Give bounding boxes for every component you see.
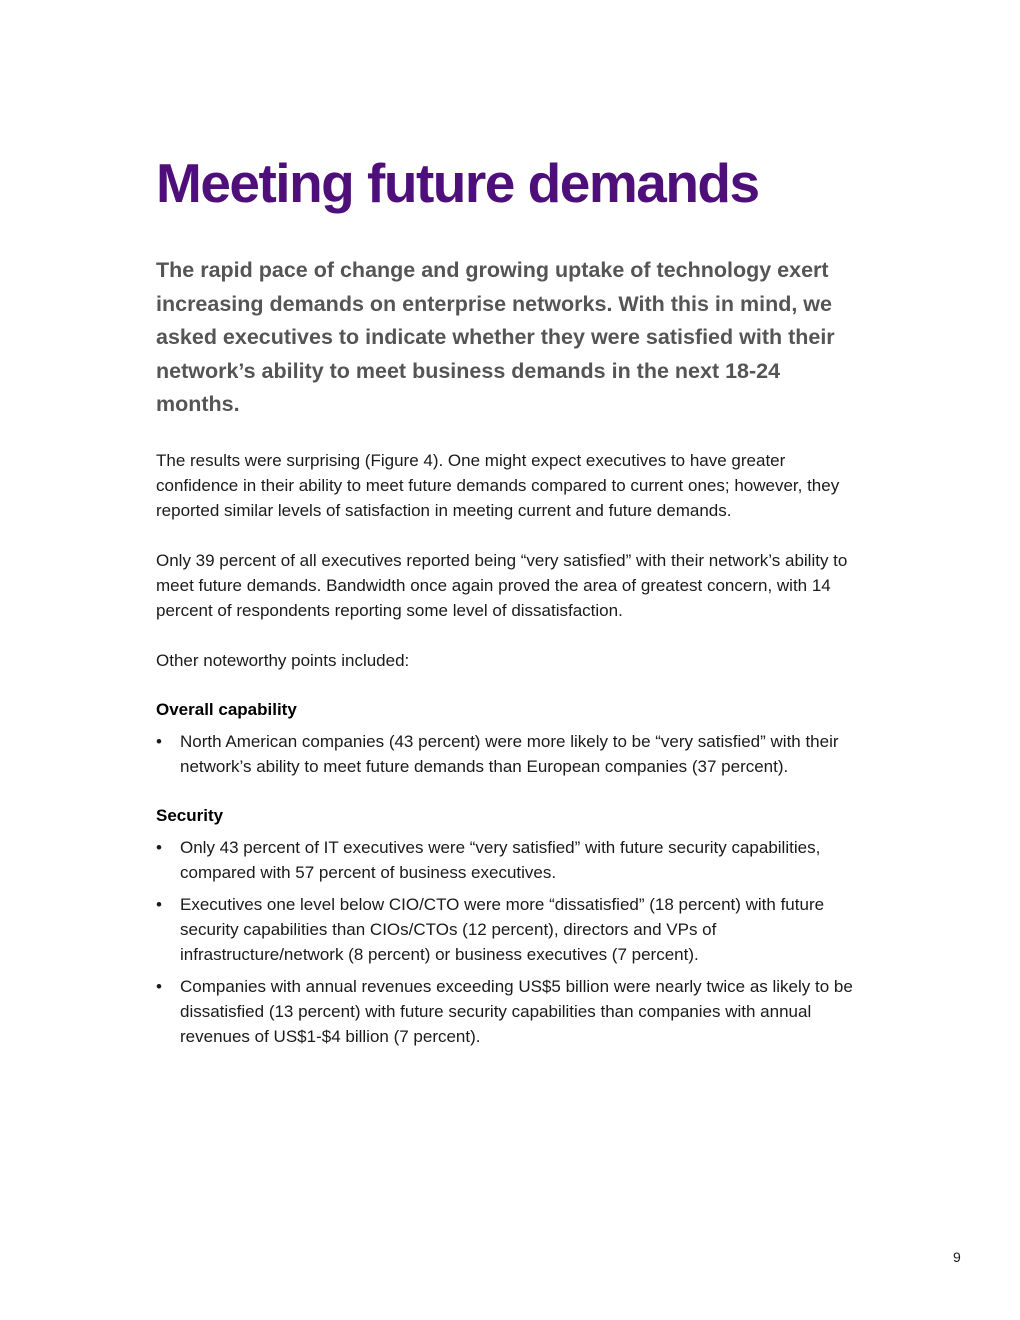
bullet-marker: • xyxy=(156,837,162,857)
section-heading-security: Security xyxy=(156,805,224,825)
page-content xyxy=(156,150,866,1056)
list-item-text: Companies with annual revenues exceeding US$5 billion were nearly twice as likely to be dissatisfied (13 percent) with future security capabilities than companies with annual revenues of US$1-$4 billion (7 percent). xyxy=(180,976,853,1046)
list-item xyxy=(156,729,866,779)
body-paragraph-noteworthy: Other noteworthy points included: xyxy=(156,650,410,670)
bullet-marker: • xyxy=(156,976,162,996)
lead-paragraph: The rapid pace of change and growing uptake of technology exert increasing demands on enterprise networks. With this in mind, we asked executives to indicate whether they were satisfied with their network’s ability to meet business demands in the next 18-24 months. xyxy=(156,258,835,416)
list-item xyxy=(156,835,866,885)
page-title: Meeting future demands xyxy=(156,152,759,214)
list-item-text: North American companies (43 percent) were more likely to be “very satisfied” with their network’s ability to meet future demands than European companies (37 percent). xyxy=(180,731,839,776)
list-item-text: Only 43 percent of IT executives were “very satisfied” with future security capabilities, compared with 57 percent of business executives. xyxy=(180,837,821,882)
body-paragraph-results: The results were surprising (Figure 4). One might expect executives to have greater confidence in their ability to meet future demands compared to current ones; however, they reported similar levels of satisfaction in meeting current and future demands. xyxy=(156,450,840,520)
list-item xyxy=(156,974,866,1049)
section-heading-overall-capability: Overall capability xyxy=(156,699,297,719)
body-paragraph-satisfaction: Only 39 percent of all executives reported being “very satisfied” with their network’s ability to meet future demands. Bandwidth once again proved the area of greatest concern, with 14 percent of respondents reporting some level of dissatisfaction. xyxy=(156,550,848,620)
bullet-marker: • xyxy=(156,894,162,914)
list-item-text: Executives one level below CIO/CTO were more “dissatisfied” (18 percent) with future security capabilities than CIOs/CTOs (12 percent), directors and VPs of infrastructure/network (8 percent) or business executives (7 percent). xyxy=(180,894,825,964)
bullet-list-overall-capability xyxy=(156,729,866,779)
bullet-list-security xyxy=(156,835,866,1049)
page-number: 9 xyxy=(953,1249,961,1265)
list-item xyxy=(156,892,866,967)
bullet-marker: • xyxy=(156,731,162,751)
